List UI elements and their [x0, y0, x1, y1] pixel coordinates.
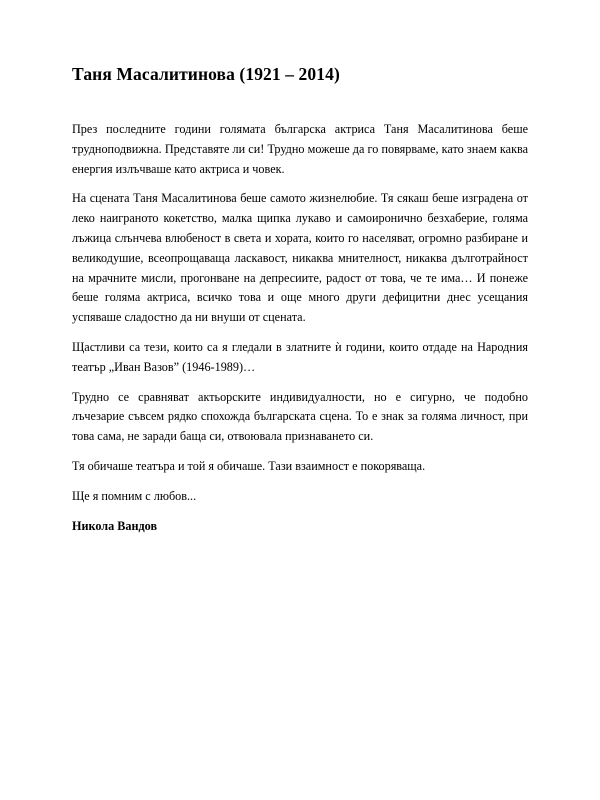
paragraph-4: Трудно се сравняват актьорските индивидуалности, но е сигурно, че подобно лъчезарие съвсем рядко спохожда българската сцена. То е знак за голяма личност, при това сама, не заради баща си, отвоювала признаването си. — [72, 389, 528, 444]
document-body — [72, 120, 528, 536]
paragraph-2: На сцената Таня Масалитинова беше самото жизнелюбие. Тя сякаш беше изградена от леко наиграното кокетство, малка щипка лукаво и самоиронично безхаберие, голяма лъжица слънчева влюбеност в света и хората, които го населяват, огромно разбиране и великодушие, всеопрощаваща ласкавост, никаква мнителност, никаква дълготрайност на мрачните мисли, прогонване на депресиите, радост от това, че те има… И понеже беше голяма актриса, всичко това и още много други дефицитни днес усещания успяваше сладостно да ни внуши от сцената. — [72, 191, 528, 325]
paragraph-5: Тя обичаше театъра и той я обичаше. Тази взаимност е покоряваща. — [72, 458, 426, 473]
author-signature: Никола Вандов — [72, 518, 158, 533]
paragraph-3: Щастливи са тези, които са я гледали в златните ѝ години, които отдаде на Народния театър „Иван Вазов” (1946-1989)… — [72, 339, 528, 374]
paragraph-1: През последните години голямата българска актриса Таня Масалитинова беше трудноподвижна. Представяте ли си! Трудно можеше да го повярваме, като знаем каква енергия излъчваше като актриса и човек. — [72, 122, 528, 176]
paragraph-6: Ще я помним с любов... — [72, 488, 197, 503]
document-content — [72, 62, 528, 536]
document-title: Таня Масалитинова (1921 – 2014) — [72, 64, 340, 84]
